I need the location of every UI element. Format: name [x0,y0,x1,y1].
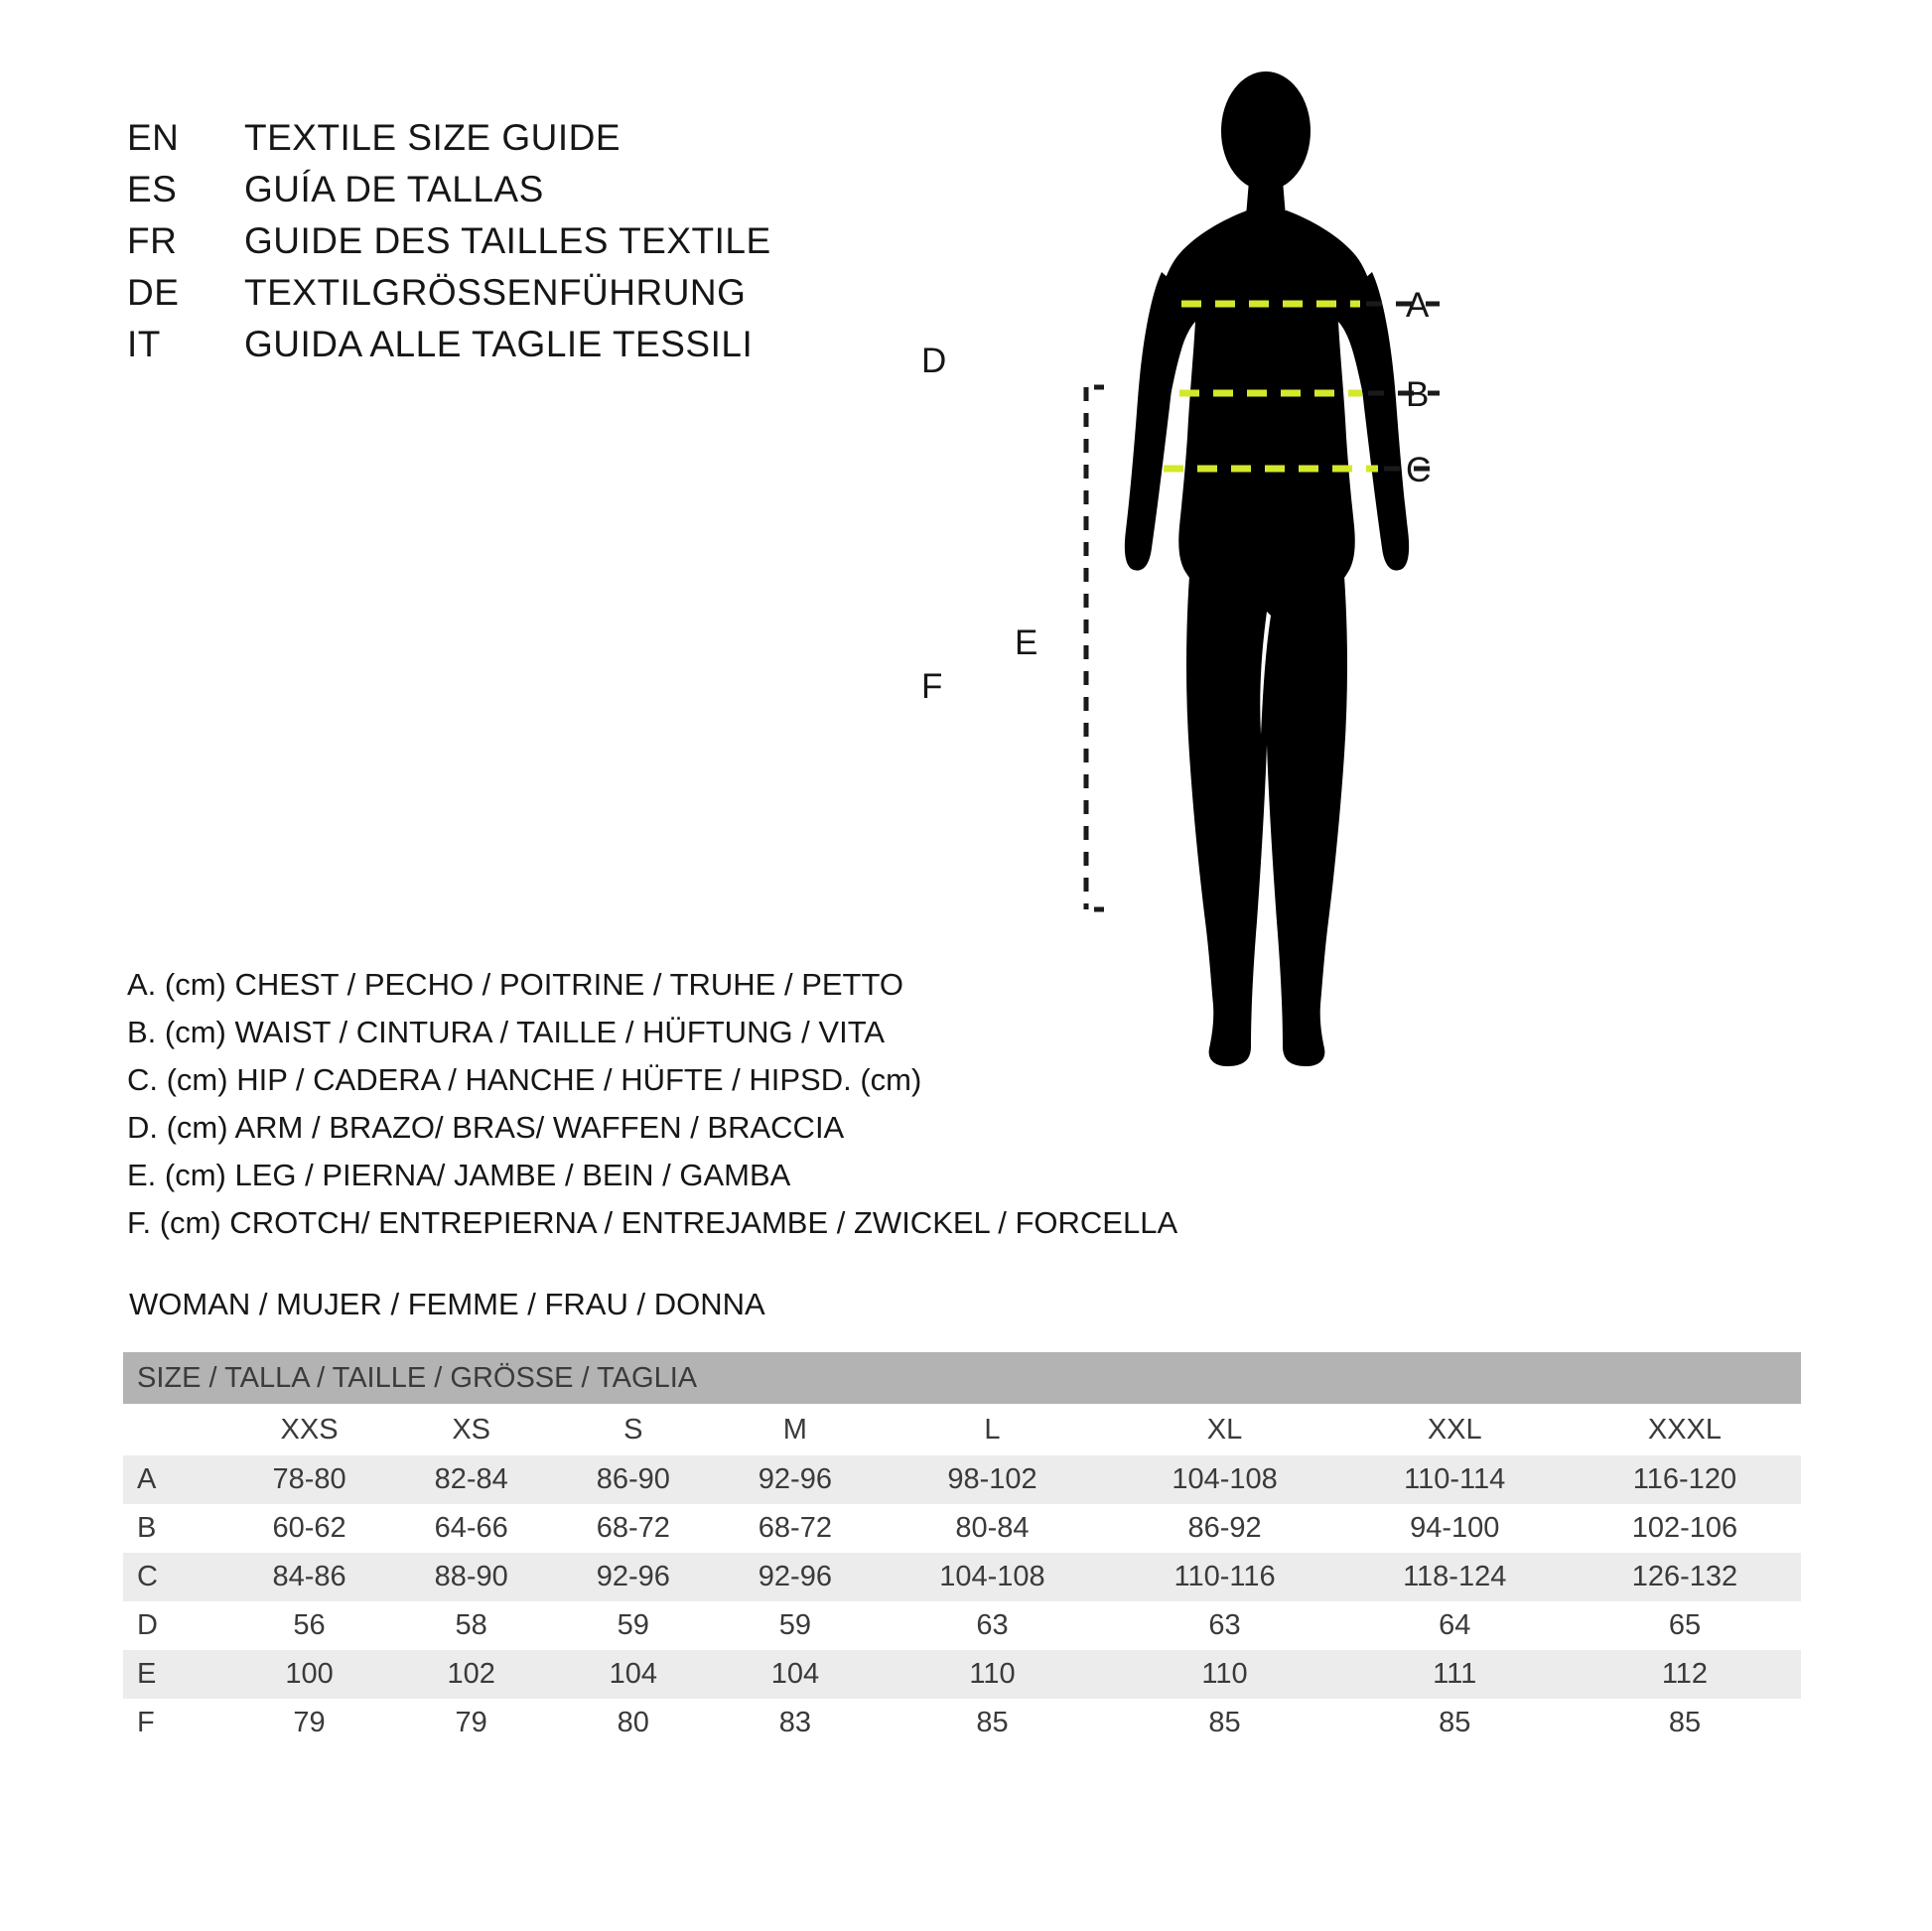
legend-item-d: D. (cm) ARM / BRAZO/ BRAS/ WAFFEN / BRACCIA [127,1110,845,1145]
cell-e-xxs: 100 [228,1650,390,1699]
column-header-xxl: XXL [1341,1404,1569,1455]
cell-c-xxxl: 126-132 [1569,1553,1801,1601]
cell-f-xxl: 85 [1341,1699,1569,1747]
column-header-xxxl: XXXL [1569,1404,1801,1455]
female-silhouette-icon [1125,71,1409,1066]
size-group-title: WOMAN / MUJER / FEMME / FRAU / DONNA [129,1287,765,1321]
cell-a-m: 92-96 [714,1455,876,1504]
cell-c-xxs: 84-86 [228,1553,390,1601]
language-row [127,324,771,375]
cell-f-l: 85 [876,1699,1108,1747]
cell-f-s: 80 [552,1699,714,1747]
row-label-a: A [123,1455,228,1504]
legend-item-b: B. (cm) WAIST / CINTURA / TAILLE / HÜFTUNG / VITA [127,1015,886,1049]
column-header-l: L [876,1404,1108,1455]
cell-f-xxxl: 85 [1569,1699,1801,1747]
size-table [123,1352,1801,1747]
cell-f-m: 83 [714,1699,876,1747]
legend-item-c: C. (cm) HIP / CADERA / HANCHE / HÜFTE / HIPSD. (cm) [127,1062,922,1097]
language-code-fr: FR [127,220,178,261]
cell-d-s: 59 [552,1601,714,1650]
language-code-de: DE [127,272,180,313]
column-header-m: M [714,1404,876,1455]
table-row [123,1504,1801,1553]
marker-label-e: E [1015,623,1038,662]
cell-c-xl: 110-116 [1109,1553,1341,1601]
cell-d-xxl: 64 [1341,1601,1569,1650]
cell-e-xxl: 111 [1341,1650,1569,1699]
cell-b-xxl: 94-100 [1341,1504,1569,1553]
cell-f-xxs: 79 [228,1699,390,1747]
cell-a-xxl: 110-114 [1341,1455,1569,1504]
cell-a-l: 98-102 [876,1455,1108,1504]
column-header-s: S [552,1404,714,1455]
table-header-row [123,1404,1801,1455]
language-title-es: GUÍA DE TALLAS [244,169,544,209]
cell-b-l: 80-84 [876,1504,1108,1553]
table-row [123,1553,1801,1601]
measurement-legend [127,961,1177,1247]
cell-f-xs: 79 [390,1699,552,1747]
cell-a-xxs: 78-80 [228,1455,390,1504]
row-label-b: B [123,1504,228,1553]
legend-item-e: E. (cm) LEG / PIERNA/ JAMBE / BEIN / GAMBA [127,1158,791,1192]
cell-b-xxxl: 102-106 [1569,1504,1801,1553]
cell-e-m: 104 [714,1650,876,1699]
column-header-xs: XS [390,1404,552,1455]
cell-c-m: 92-96 [714,1553,876,1601]
cell-b-s: 68-72 [552,1504,714,1553]
cell-e-xs: 102 [390,1650,552,1699]
language-title-it: GUIDA ALLE TAGLIE TESSILI [244,324,754,364]
cell-c-xxl: 118-124 [1341,1553,1569,1601]
cell-b-m: 68-72 [714,1504,876,1553]
cell-a-xxxl: 116-120 [1569,1455,1801,1504]
row-label-d: D [123,1601,228,1650]
row-label-c: C [123,1553,228,1601]
cell-a-xs: 82-84 [390,1455,552,1504]
silhouette-diagram [1082,60,1837,1211]
column-header-xxs: XXS [228,1404,390,1455]
language-row [127,117,771,169]
cell-e-xl: 110 [1109,1650,1341,1699]
cell-b-xs: 64-66 [390,1504,552,1553]
table-row [123,1650,1801,1699]
language-row [127,220,771,272]
table-row [123,1455,1801,1504]
measurement-figure [921,60,1837,1211]
language-row [127,272,771,324]
marker-label-c: C [1406,451,1432,489]
table-caption: SIZE / TALLA / TAILLE / GRÖSSE / TAGLIA [123,1352,1801,1404]
legend-item-f: F. (cm) CROTCH/ ENTREPIERNA / ENTREJAMBE / ZWICKEL / FORCELLA [127,1205,1178,1240]
marker-label-d: D [921,342,947,380]
cell-c-s: 92-96 [552,1553,714,1601]
cell-b-xxs: 60-62 [228,1504,390,1553]
table-row [123,1601,1801,1650]
cell-d-l: 63 [876,1601,1108,1650]
cell-d-xs: 58 [390,1601,552,1650]
cell-a-s: 86-90 [552,1455,714,1504]
cell-d-xxs: 56 [228,1601,390,1650]
bracket-e [1082,387,1104,909]
cell-e-s: 104 [552,1650,714,1699]
legend-item-a: A. (cm) CHEST / PECHO / POITRINE / TRUHE / PETTO [127,967,903,1002]
marker-label-b: B [1406,375,1430,414]
cell-d-xxxl: 65 [1569,1601,1801,1650]
column-header-blank [123,1404,228,1455]
marker-label-a: A [1406,286,1430,325]
language-title-de: TEXTILGRÖSSENFÜHRUNG [244,272,747,313]
table-caption-row [123,1352,1801,1404]
cell-b-xl: 86-92 [1109,1504,1341,1553]
language-title-en: TEXTILE SIZE GUIDE [244,117,621,158]
language-title-fr: GUIDE DES TAILLES TEXTILE [244,220,771,261]
marker-label-f: F [921,667,943,706]
cell-e-xxxl: 112 [1569,1650,1801,1699]
cell-d-xl: 63 [1109,1601,1341,1650]
cell-a-xl: 104-108 [1109,1455,1341,1504]
cell-e-l: 110 [876,1650,1108,1699]
cell-c-l: 104-108 [876,1553,1108,1601]
cell-d-m: 59 [714,1601,876,1650]
language-code-es: ES [127,169,178,209]
language-header-block [127,117,771,375]
cell-f-xl: 85 [1109,1699,1341,1747]
column-header-xl: XL [1109,1404,1341,1455]
language-code-it: IT [127,324,161,364]
language-code-en: EN [127,117,180,158]
row-label-f: F [123,1699,228,1747]
table-row [123,1699,1801,1747]
language-row [127,169,771,220]
cell-c-xs: 88-90 [390,1553,552,1601]
row-label-e: E [123,1650,228,1699]
